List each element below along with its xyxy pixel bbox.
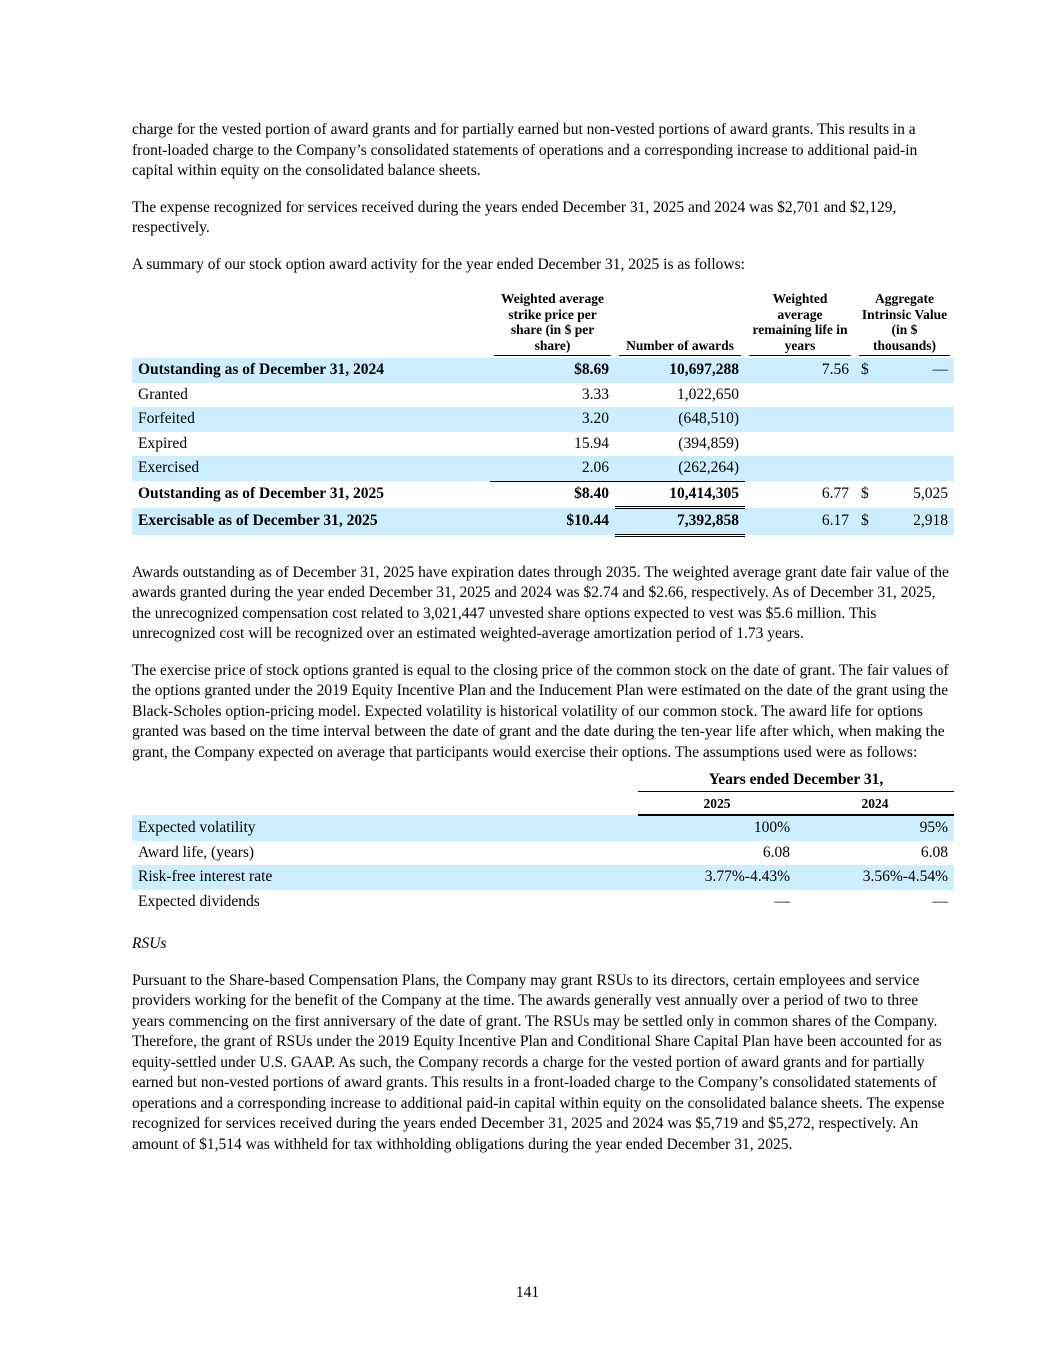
year-2024-header: 2024 xyxy=(796,792,954,816)
table-row: Risk-free interest rate 3.77%-4.43% 3.56%-4.54% xyxy=(132,865,954,890)
assumptions-table xyxy=(132,771,954,914)
header-life: Weighted average remaining life in years xyxy=(745,291,855,358)
paragraph-rsu: Pursuant to the Share-based Compensation Plans, the Company may grant RSUs to its directors, certain employees and service providers working for the benefit of the Company at the time. The awards generally vest annually over a period of two to three years commencing on the first anniversary of the date of grant. The RSUs may be settled only in common shares of the Company. Therefore, the grant of RSUs under the 2019 Equity Incentive Plan and Conditional Share Capital Plan have been accounted for as equity-settled under U.S. GAAP. As such, the Company records a charge for the vested portion of award grants and for partially earned but non-vested portions of award grants. This results in a front-loaded charge to the Company’s consolidated statements of operations and a corresponding increase to additional paid-in capital within equity on the consolidated balance sheets. The expense recognized for services received during the years ended December 31, 2025 and 2024 was $5,719 and $5,272, respectively. An amount of $1,514 was withheld for tax withholding obligations during the year ended December 31, 2025. xyxy=(132,971,945,1153)
table-row: Granted 3.33 1,022,650 xyxy=(138,385,739,403)
table-row: Outstanding as of December 31, 2025 $8.40 10,414,305 6.77 $ 5,025 xyxy=(132,481,954,508)
years-ended-header: Years ended December 31, xyxy=(638,771,954,792)
table-row: Expected volatility 100% 95% xyxy=(132,815,954,841)
document-page xyxy=(132,120,954,1171)
header-strike: Weighted average strike price per share (in $ per share) xyxy=(490,291,615,358)
table-row: Outstanding as of December 31, 2024 $8.69 10,697,288 7.56 $ — xyxy=(132,358,954,383)
table-row: Exercisable as of December 31, 2025 $10.44 7,392,858 6.17 $ 2,918 xyxy=(132,508,954,536)
table-row: Award life, (years) 6.08 6.08 xyxy=(138,843,948,861)
table-row: Exercised 2.06 (262,264) xyxy=(132,456,954,481)
table-row: Expected dividends — — xyxy=(138,892,948,910)
paragraph-summary-intro: A summary of our stock option award activity for the year ended December 31, 2025 is as follows: xyxy=(132,255,745,273)
year-2025-header: 2025 xyxy=(638,792,796,816)
paragraph-exercise-price: The exercise price of stock options granted is equal to the closing price of the common stock on the date of grant. The fair values of the options granted under the 2019 Equity Incentive Plan and the Inducement Plan were estimated on the date of the grant using the Black-Scholes option-pricing model. Expected volatility is historical volatility of our common stock. The award life for options granted was based on the time interval between the date of grant and the date during the ten-year life after which, when making the grant, the Company expected on average that participants would exercise their options. The assumptions used were as follows: xyxy=(132,661,949,761)
paragraph-awards-outstanding: Awards outstanding as of December 31, 2025 have expiration dates through 2035. The weighted average grant date fair value of the awards granted during the year ended December 31, 2025 and 2024 was $2.74 and $2.66, respectively. As of December 31, 2025, the unrecognized compensation cost related to 3,021,447 unvested share options expected to vest was $5.6 million. This unrecognized cost will be recognized over an estimated weighted-average amortization period of 1.73 years. xyxy=(132,563,949,642)
rsu-heading: RSUs xyxy=(132,935,167,952)
paragraph-expense: The expense recognized for services received during the years ended December 31, 2025 and 2024 was $2,701 and $2,129, respectively. xyxy=(132,198,897,236)
option-table-header xyxy=(132,291,954,358)
table-row: Expired 15.94 (394,859) xyxy=(138,434,739,452)
header-intrinsic: Aggregate Intrinsic Value (in $ thousands) xyxy=(855,291,954,358)
page-number: 141 xyxy=(515,1284,540,1301)
table-row: Forfeited 3.20 (648,510) xyxy=(132,407,954,432)
paragraph-charge: charge for the vested portion of award grants and for partially earned but non-vested portions of award grants. This results in a front-loaded charge to the Company’s consolidated statements of operations and a corresponding increase to additional paid-in capital within equity on the consolidated balance sheets. xyxy=(132,121,918,179)
stock-option-table xyxy=(132,291,954,537)
header-awards: Number of awards xyxy=(615,291,745,358)
